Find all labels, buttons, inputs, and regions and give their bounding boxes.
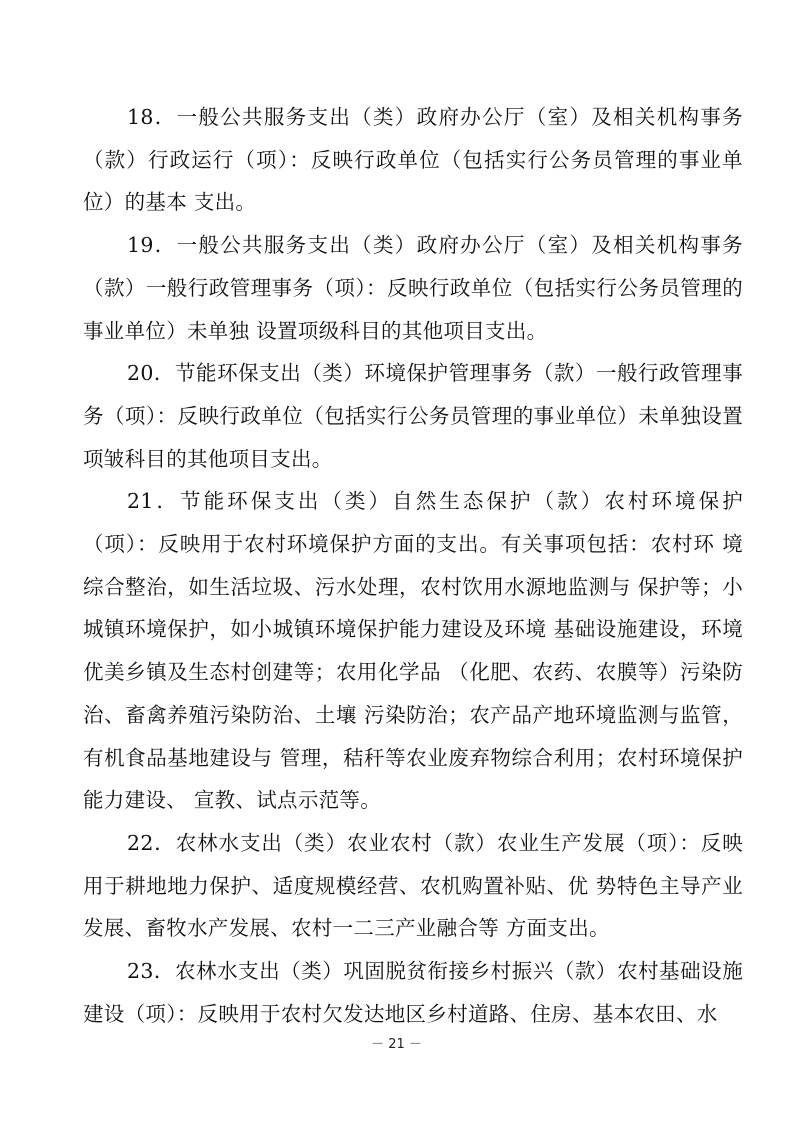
paragraph-21: 21．节能环保支出（类）自然生态保护（款）农村环境保护（项）：反映用于农村环境保护方面的支出。有关事项包括：农村环 境综合整治，如生活垃圾、污水处理，农村饮用水源地监测与 保护等；小城镇环境保护，如小城镇环境保护能力建设及环境 基础设施建设，环境优美乡镇及生态村创建等；农用化学品 （化肥、农药、农膜等）污染防治、畜禽养殖污染防治、土壤 污染防治；农产品产地环境监测与监管，有机食品基地建设与 管理，秸秆等农业废弃物综合利用；农村环境保护能力建设、 宣教、试点示范等。	[83, 489, 743, 813]
paragraph-18: 18．一般公共服务支出（类）政府办公厅（室）及相关机构事务（款）行政运行（项）：反映行政单位（包括实行公务员管理的事业单位）的基本 支出。	[83, 105, 743, 215]
paragraph-23: 23．农林水支出（类）巩固脱贫衔接乡村振兴（款）农村基础设施建设（项）：反映用于农村欠发达地区乡村道路、住房、基本农田、水	[83, 959, 743, 1026]
paragraph-22: 22．农林水支出（类）农业农村（款）农业生产发展（项）：反映用于耕地地力保护、适度规模经营、农机购置补贴、优 势特色主导产业发展、畜牧水产发展、农村一二三产业融合等 方面支出。	[83, 830, 743, 941]
page-number: － 21 －	[371, 1037, 422, 1052]
document-body	[83, 96, 743, 1035]
paragraph-20: 20．节能环保支出（类）环境保护管理事务（款）一般行政管理事务（项）：反映行政单位（包括实行公务员管理的事业单位）未单独设置项皱科目的其他项目支出。	[83, 361, 743, 471]
paragraph-19: 19．一般公共服务支出（类）政府办公厅（室）及相关机构事务（款）一般行政管理事务（项）：反映行政单位（包括实行公务员管理的事业单位）未单独 设置项级科目的其他项目支出。	[83, 233, 743, 343]
